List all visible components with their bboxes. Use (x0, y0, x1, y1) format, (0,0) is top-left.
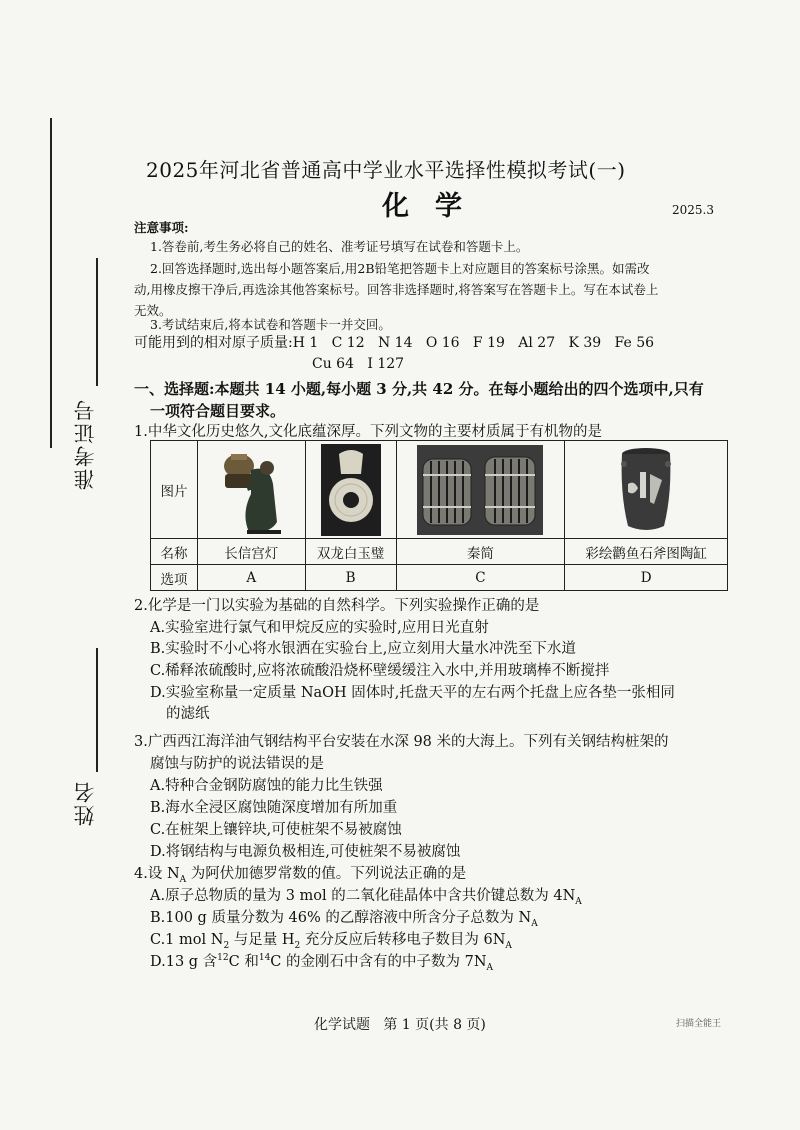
row-label: 选项 (151, 565, 198, 591)
question-4-stem (134, 862, 466, 885)
subscript: A (505, 940, 512, 951)
question-2-option: A.实验室进行氯气和甲烷反应的实验时,应用日光直射 (150, 620, 489, 636)
option-text: C.1 mol N (150, 932, 224, 948)
name-label: 姓名 (73, 780, 97, 826)
option-text: A.原子总物质的量为 3 mol 的二氧化硅晶体中含共价键总数为 4N (150, 888, 576, 904)
painted-pottery-jar-icon (614, 444, 678, 536)
section-heading: 一、选择题:本题共 14 小题,每小题 3 分,共 42 分。在每小题给出的四个选项中,只有 (134, 380, 704, 398)
bronze-lamp-figure-icon (211, 444, 291, 536)
atomic-masses-line1: 可能用到的相对原子质量:H 1 C 12 N 14 O 16 F 19 Al 27 K 39 Fe 56 (134, 335, 655, 351)
subscript: 2 (294, 940, 301, 951)
artifact-image-b (305, 441, 396, 539)
margin-line (50, 118, 52, 448)
question-4-option-d (150, 950, 493, 973)
question-3-option: D.将钢结构与电源负极相连,可使桩架不易被腐蚀 (150, 844, 461, 860)
atomic-masses-line2: Cu 64 I 127 (312, 356, 405, 372)
artifact-table (150, 440, 728, 591)
name-rule (96, 648, 98, 772)
question-3-option: C.在桩架上镶锌块,可使桩架不易被腐蚀 (150, 822, 402, 838)
bamboo-slips-icon (417, 445, 543, 535)
question-4-option-c (150, 928, 512, 951)
notice-item: 动,用橡皮擦干净后,再选涂其他答案标号。回答非选择题时,将答案写在答题卡上。写在本试卷上 (134, 282, 659, 297)
exam-id-label: 准考证号 (73, 398, 97, 490)
question-4-option-a (150, 884, 582, 907)
question-4-option-b (150, 906, 538, 929)
scanner-watermark: 扫描全能王 (676, 1019, 722, 1029)
superscript: 14 (258, 953, 271, 964)
subscript: 2 (223, 940, 230, 951)
question-2-option: C.稀释浓硫酸时,应将浓硫酸沿烧杯壁缓缓注入水中,并用玻璃棒不断搅拌 (150, 663, 610, 679)
question-2-option: D.实验室称量一定质量 NaOH 固体时,托盘天平的左右两个托盘上应各垫一张相同 (150, 685, 675, 701)
row-label: 名称 (151, 539, 198, 565)
option-letter: C (396, 565, 565, 591)
option-letter: B (305, 565, 396, 591)
artifact-name: 长信宫灯 (198, 539, 306, 565)
subscript: A (486, 962, 494, 973)
page-footer: 化学试题 第 1 页(共 8 页) (314, 1017, 486, 1033)
option-text: 充分反应后转移电子数目为 6N (300, 932, 506, 948)
notice-item: 1.答卷前,考生务必将自己的姓名、准考证号填写在试卷和答题卡上。 (150, 239, 529, 254)
notice-item: 无效。 (134, 303, 172, 318)
question-3-option: A.特种合金钢防腐蚀的能力比生铁强 (150, 778, 383, 794)
artifact-image-a (198, 441, 306, 539)
notice-item: 3.考试结束后,将本试卷和答题卡一并交回。 (150, 317, 391, 332)
option-text: C 和 (228, 954, 259, 970)
exam-id-rule (96, 258, 98, 386)
subject-title: 化学 (382, 191, 488, 222)
option-letter: D (565, 565, 728, 591)
option-text: C 的金刚石中含有的中子数为 7N (270, 954, 487, 970)
notice-heading: 注意事项: (134, 220, 189, 235)
q4-stem-text: 4.设 N (134, 866, 180, 882)
exam-title: 2025年河北省普通高中学业水平选择性模拟考试(一) (146, 158, 626, 182)
row-label: 图片 (151, 441, 198, 539)
jade-disc-icon (321, 444, 381, 536)
question-2-option-cont: 的滤纸 (166, 706, 210, 722)
notice-item: 2.回答选择题时,选出每小题答案后,用2B铅笔把答题卡上对应题目的答案标号涂黑。如需改 (150, 261, 650, 276)
subscript: A (531, 918, 538, 929)
artifact-image-d (565, 441, 728, 539)
option-text: 与足量 H (229, 932, 295, 948)
question-2-option: B.实验时不小心将水银洒在实验台上,应立刻用大量水冲洗至下水道 (150, 641, 576, 657)
q4-stem-text: 为阿伏加德罗常数的值。下列说法正确的是 (186, 866, 467, 882)
superscript: 12 (217, 953, 229, 964)
artifact-name: 双龙白玉璧 (305, 539, 396, 565)
question-3-stem: 3.广西西江海洋油气钢结构平台安装在水深 98 米的大海上。下列有关钢结构桩架的 (134, 734, 669, 750)
artifact-image-c (396, 441, 565, 539)
artifact-name: 彩绘鹳鱼石斧图陶缸 (565, 539, 728, 565)
option-letter: A (198, 565, 306, 591)
question-3-option: B.海水全浸区腐蚀随深度增加有所加重 (150, 800, 398, 816)
artifact-name: 秦简 (396, 539, 565, 565)
question-1-stem: 1.中华文化历史悠久,文化底蕴深厚。下列文物的主要材质属于有机物的是 (134, 424, 602, 440)
option-text: B.100 g 质量分数为 46% 的乙醇溶液中所含分子总数为 N (150, 910, 532, 926)
exam-date: 2025.3 (672, 203, 714, 217)
option-text: D.13 g 含 (150, 954, 218, 970)
question-3-stem-cont: 腐蚀与防护的说法错误的是 (150, 756, 324, 772)
section-heading-cont: 一项符合题目要求。 (150, 402, 286, 420)
subscript: A (179, 874, 187, 885)
subscript: A (575, 896, 582, 907)
question-2-stem: 2.化学是一门以实验为基础的自然科学。下列实验操作正确的是 (134, 598, 540, 614)
